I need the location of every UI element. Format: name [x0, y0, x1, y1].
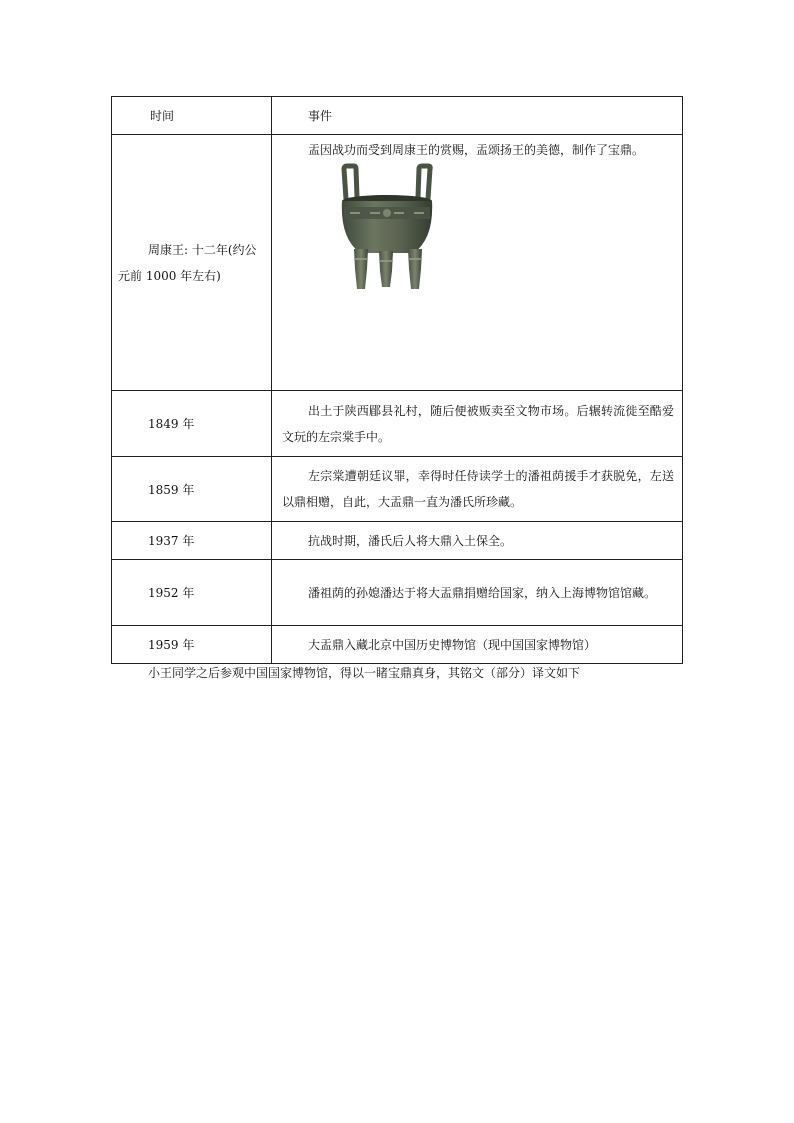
table-row — [112, 522, 683, 560]
ding-image-area — [272, 163, 682, 308]
row-event: 左宗棠遭朝廷议罪，幸得时任侍读学士的潘祖荫援手才获脱免，左送以鼎相赠，自此，大盂鼎一直为潘氏所珍藏。 — [272, 457, 683, 522]
header-time: 时间 — [112, 97, 272, 135]
row-event: 盂因战功而受到周康王的赏赐，盂颂扬王的美德，制作了宝鼎。 — [308, 143, 645, 157]
header-event: 事件 — [272, 97, 683, 135]
table-header-row — [112, 97, 683, 135]
history-timeline-table — [111, 96, 683, 664]
table-row — [112, 626, 683, 664]
row-event: 抗战时期，潘氏后人将大鼎入土保全。 — [272, 522, 683, 560]
row-time: 1937 年 — [112, 522, 272, 560]
row-time: 1952 年 — [112, 560, 272, 626]
caption-text: 小王同学之后参观中国国家博物馆，得以一睹宝鼎真身，其铭文（部分）译文如下 — [148, 666, 581, 680]
row-event: 出土于陕西郿县礼村，随后便被贩卖至文物市场。后辗转流徙至酷爱文玩的左宗棠手中。 — [272, 391, 683, 457]
row-event: 潘祖荫的孙媳潘达于将大盂鼎捐赠给国家，纳入上海博物馆馆藏。 — [272, 560, 683, 626]
row-event: 大盂鼎入藏北京中国历史博物馆（现中国国家博物馆） — [272, 626, 683, 664]
row-event-cell — [272, 135, 683, 391]
row-time: 1849 年 — [112, 391, 272, 457]
bronze-ding-image — [332, 163, 442, 298]
table-row — [112, 391, 683, 457]
row-time: 周康王: 十二年(约公元前 1000 年左右) — [112, 135, 272, 391]
row-time: 1859 年 — [112, 457, 272, 522]
table-row — [112, 135, 683, 391]
table-row — [112, 560, 683, 626]
table-row — [112, 457, 683, 522]
row-time: 1959 年 — [112, 626, 272, 664]
